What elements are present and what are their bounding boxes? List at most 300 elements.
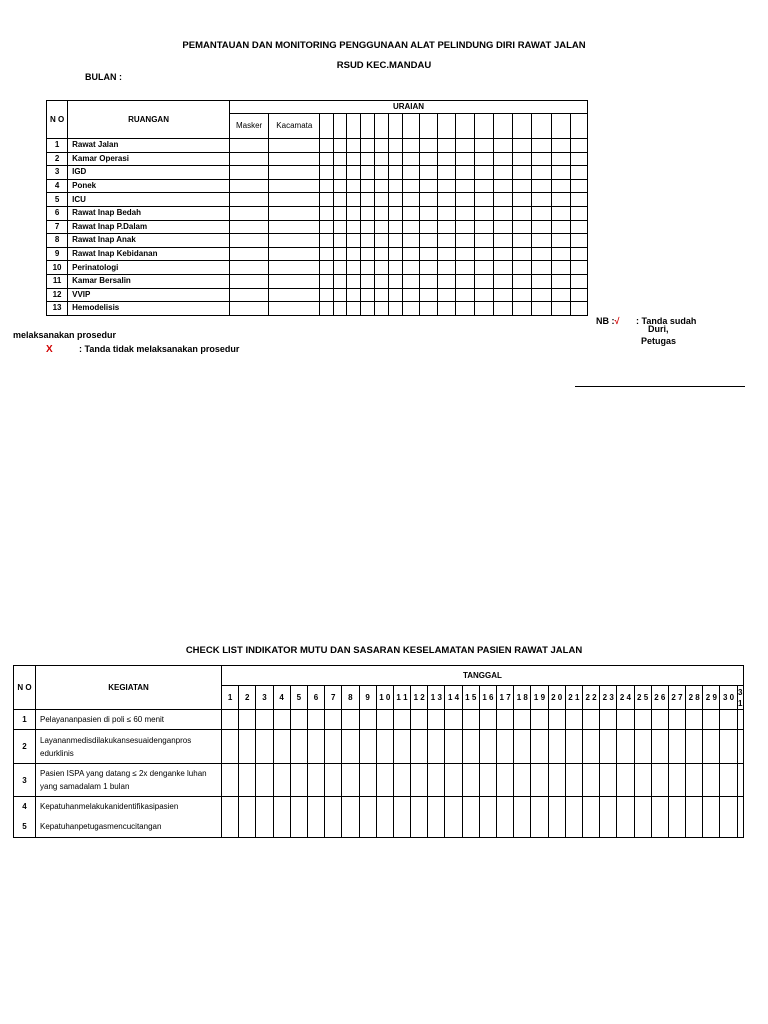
check-cell[interactable] (388, 220, 402, 234)
check-cell[interactable] (551, 152, 570, 166)
day-check-cell[interactable] (462, 710, 479, 730)
check-cell[interactable] (374, 247, 388, 261)
check-cell[interactable] (570, 206, 587, 220)
check-cell[interactable] (388, 152, 402, 166)
check-cell[interactable] (419, 166, 437, 180)
check-cell[interactable] (456, 274, 475, 288)
day-check-cell[interactable] (393, 730, 410, 764)
check-cell[interactable] (320, 247, 333, 261)
day-check-cell[interactable] (462, 764, 479, 797)
check-cell[interactable] (532, 261, 551, 275)
day-check-cell[interactable] (668, 797, 685, 838)
day-check-cell[interactable] (737, 730, 743, 764)
check-cell[interactable] (374, 193, 388, 207)
check-cell[interactable] (269, 206, 320, 220)
check-cell[interactable] (360, 274, 374, 288)
check-cell[interactable] (333, 220, 346, 234)
day-check-cell[interactable] (686, 764, 703, 797)
check-cell[interactable] (532, 288, 551, 302)
check-cell[interactable] (513, 261, 532, 275)
check-cell[interactable] (532, 247, 551, 261)
day-check-cell[interactable] (548, 710, 565, 730)
check-cell[interactable] (346, 166, 360, 180)
day-check-cell[interactable] (531, 797, 548, 838)
check-cell[interactable] (320, 152, 333, 166)
check-cell[interactable] (456, 179, 475, 193)
check-cell[interactable] (402, 261, 419, 275)
check-cell[interactable] (532, 152, 551, 166)
day-check-cell[interactable] (307, 764, 324, 797)
check-cell[interactable] (419, 139, 437, 153)
check-cell[interactable] (374, 302, 388, 316)
check-cell[interactable] (475, 193, 494, 207)
day-check-cell[interactable] (720, 797, 737, 838)
check-cell[interactable] (346, 274, 360, 288)
check-cell[interactable] (346, 261, 360, 275)
check-cell[interactable] (346, 193, 360, 207)
check-cell[interactable] (419, 206, 437, 220)
check-cell[interactable] (360, 152, 374, 166)
check-cell[interactable] (513, 220, 532, 234)
day-check-cell[interactable] (256, 730, 273, 764)
check-cell[interactable] (456, 139, 475, 153)
check-cell[interactable] (513, 274, 532, 288)
check-cell[interactable] (532, 274, 551, 288)
day-check-cell[interactable] (531, 730, 548, 764)
day-check-cell[interactable] (600, 710, 617, 730)
day-check-cell[interactable] (376, 797, 393, 838)
check-cell[interactable] (320, 206, 333, 220)
check-cell[interactable] (419, 234, 437, 248)
check-cell[interactable] (388, 193, 402, 207)
day-check-cell[interactable] (686, 730, 703, 764)
check-cell[interactable] (269, 193, 320, 207)
check-cell[interactable] (388, 179, 402, 193)
day-check-cell[interactable] (222, 710, 239, 730)
day-check-cell[interactable] (376, 764, 393, 797)
check-cell[interactable] (374, 274, 388, 288)
check-cell[interactable] (374, 220, 388, 234)
check-cell[interactable] (570, 261, 587, 275)
check-cell[interactable] (570, 302, 587, 316)
day-check-cell[interactable] (497, 730, 514, 764)
day-check-cell[interactable] (737, 710, 743, 730)
check-cell[interactable] (494, 274, 513, 288)
check-cell[interactable] (360, 288, 374, 302)
day-check-cell[interactable] (634, 764, 651, 797)
check-cell[interactable] (494, 179, 513, 193)
check-cell[interactable] (456, 152, 475, 166)
day-check-cell[interactable] (290, 764, 307, 797)
check-cell[interactable] (388, 288, 402, 302)
check-cell[interactable] (402, 288, 419, 302)
check-cell[interactable] (346, 234, 360, 248)
check-cell[interactable] (551, 179, 570, 193)
check-cell[interactable] (229, 234, 268, 248)
check-cell[interactable] (494, 193, 513, 207)
check-cell[interactable] (438, 166, 456, 180)
check-cell[interactable] (374, 152, 388, 166)
day-check-cell[interactable] (582, 710, 599, 730)
check-cell[interactable] (475, 139, 494, 153)
check-cell[interactable] (333, 261, 346, 275)
check-cell[interactable] (438, 152, 456, 166)
check-cell[interactable] (360, 166, 374, 180)
check-cell[interactable] (494, 220, 513, 234)
day-check-cell[interactable] (686, 797, 703, 838)
check-cell[interactable] (229, 247, 268, 261)
check-cell[interactable] (494, 139, 513, 153)
check-cell[interactable] (333, 288, 346, 302)
check-cell[interactable] (513, 166, 532, 180)
day-check-cell[interactable] (634, 797, 651, 838)
check-cell[interactable] (269, 152, 320, 166)
day-check-cell[interactable] (720, 710, 737, 730)
check-cell[interactable] (438, 234, 456, 248)
check-cell[interactable] (456, 302, 475, 316)
day-check-cell[interactable] (479, 764, 496, 797)
check-cell[interactable] (475, 234, 494, 248)
check-cell[interactable] (388, 247, 402, 261)
check-cell[interactable] (320, 220, 333, 234)
day-check-cell[interactable] (256, 710, 273, 730)
check-cell[interactable] (438, 247, 456, 261)
check-cell[interactable] (513, 193, 532, 207)
check-cell[interactable] (532, 234, 551, 248)
day-check-cell[interactable] (668, 710, 685, 730)
check-cell[interactable] (360, 220, 374, 234)
check-cell[interactable] (346, 247, 360, 261)
day-check-cell[interactable] (514, 710, 531, 730)
check-cell[interactable] (438, 193, 456, 207)
day-check-cell[interactable] (290, 797, 307, 838)
check-cell[interactable] (374, 288, 388, 302)
day-check-cell[interactable] (359, 764, 376, 797)
day-check-cell[interactable] (428, 797, 445, 838)
check-cell[interactable] (360, 139, 374, 153)
check-cell[interactable] (269, 247, 320, 261)
day-check-cell[interactable] (411, 730, 428, 764)
check-cell[interactable] (456, 220, 475, 234)
day-check-cell[interactable] (290, 710, 307, 730)
day-check-cell[interactable] (307, 710, 324, 730)
check-cell[interactable] (333, 247, 346, 261)
day-check-cell[interactable] (651, 710, 668, 730)
check-cell[interactable] (333, 206, 346, 220)
check-cell[interactable] (494, 166, 513, 180)
check-cell[interactable] (269, 261, 320, 275)
check-cell[interactable] (374, 139, 388, 153)
check-cell[interactable] (402, 247, 419, 261)
check-cell[interactable] (388, 139, 402, 153)
check-cell[interactable] (494, 247, 513, 261)
day-check-cell[interactable] (617, 764, 634, 797)
day-check-cell[interactable] (393, 764, 410, 797)
check-cell[interactable] (229, 206, 268, 220)
day-check-cell[interactable] (565, 730, 582, 764)
day-check-cell[interactable] (256, 797, 273, 838)
check-cell[interactable] (513, 247, 532, 261)
day-check-cell[interactable] (325, 797, 342, 838)
day-check-cell[interactable] (548, 764, 565, 797)
check-cell[interactable] (229, 139, 268, 153)
day-check-cell[interactable] (239, 730, 256, 764)
check-cell[interactable] (269, 234, 320, 248)
check-cell[interactable] (494, 302, 513, 316)
day-check-cell[interactable] (462, 797, 479, 838)
check-cell[interactable] (475, 166, 494, 180)
check-cell[interactable] (456, 193, 475, 207)
check-cell[interactable] (494, 261, 513, 275)
day-check-cell[interactable] (273, 797, 290, 838)
check-cell[interactable] (374, 179, 388, 193)
day-check-cell[interactable] (548, 797, 565, 838)
check-cell[interactable] (419, 288, 437, 302)
check-cell[interactable] (388, 302, 402, 316)
day-check-cell[interactable] (222, 730, 239, 764)
check-cell[interactable] (570, 220, 587, 234)
check-cell[interactable] (333, 234, 346, 248)
day-check-cell[interactable] (531, 710, 548, 730)
day-check-cell[interactable] (651, 730, 668, 764)
check-cell[interactable] (229, 274, 268, 288)
check-cell[interactable] (475, 152, 494, 166)
check-cell[interactable] (360, 179, 374, 193)
check-cell[interactable] (513, 206, 532, 220)
check-cell[interactable] (551, 193, 570, 207)
check-cell[interactable] (402, 152, 419, 166)
check-cell[interactable] (475, 247, 494, 261)
day-check-cell[interactable] (531, 764, 548, 797)
day-check-cell[interactable] (428, 730, 445, 764)
check-cell[interactable] (570, 179, 587, 193)
check-cell[interactable] (388, 261, 402, 275)
day-check-cell[interactable] (290, 730, 307, 764)
check-cell[interactable] (532, 206, 551, 220)
check-cell[interactable] (570, 234, 587, 248)
check-cell[interactable] (456, 288, 475, 302)
check-cell[interactable] (229, 261, 268, 275)
check-cell[interactable] (456, 261, 475, 275)
check-cell[interactable] (320, 179, 333, 193)
check-cell[interactable] (570, 247, 587, 261)
check-cell[interactable] (346, 139, 360, 153)
check-cell[interactable] (513, 288, 532, 302)
check-cell[interactable] (438, 220, 456, 234)
check-cell[interactable] (456, 166, 475, 180)
day-check-cell[interactable] (600, 797, 617, 838)
check-cell[interactable] (551, 166, 570, 180)
check-cell[interactable] (570, 288, 587, 302)
day-check-cell[interactable] (600, 764, 617, 797)
check-cell[interactable] (532, 139, 551, 153)
check-cell[interactable] (346, 179, 360, 193)
check-cell[interactable] (402, 302, 419, 316)
check-cell[interactable] (438, 206, 456, 220)
day-check-cell[interactable] (273, 730, 290, 764)
day-check-cell[interactable] (222, 797, 239, 838)
day-check-cell[interactable] (325, 764, 342, 797)
check-cell[interactable] (419, 302, 437, 316)
day-check-cell[interactable] (428, 710, 445, 730)
check-cell[interactable] (333, 179, 346, 193)
check-cell[interactable] (419, 152, 437, 166)
check-cell[interactable] (402, 274, 419, 288)
day-check-cell[interactable] (411, 797, 428, 838)
day-check-cell[interactable] (239, 764, 256, 797)
day-check-cell[interactable] (582, 797, 599, 838)
day-check-cell[interactable] (273, 764, 290, 797)
check-cell[interactable] (360, 247, 374, 261)
check-cell[interactable] (346, 288, 360, 302)
day-check-cell[interactable] (445, 710, 462, 730)
check-cell[interactable] (320, 234, 333, 248)
check-cell[interactable] (551, 234, 570, 248)
check-cell[interactable] (229, 179, 268, 193)
day-check-cell[interactable] (565, 764, 582, 797)
day-check-cell[interactable] (737, 797, 743, 838)
check-cell[interactable] (551, 302, 570, 316)
check-cell[interactable] (269, 220, 320, 234)
check-cell[interactable] (551, 274, 570, 288)
check-cell[interactable] (229, 166, 268, 180)
check-cell[interactable] (402, 179, 419, 193)
check-cell[interactable] (419, 261, 437, 275)
check-cell[interactable] (388, 206, 402, 220)
check-cell[interactable] (551, 261, 570, 275)
check-cell[interactable] (532, 220, 551, 234)
day-check-cell[interactable] (617, 797, 634, 838)
day-check-cell[interactable] (634, 730, 651, 764)
day-check-cell[interactable] (497, 764, 514, 797)
check-cell[interactable] (570, 152, 587, 166)
check-cell[interactable] (269, 274, 320, 288)
check-cell[interactable] (333, 166, 346, 180)
day-check-cell[interactable] (462, 730, 479, 764)
check-cell[interactable] (419, 220, 437, 234)
day-check-cell[interactable] (668, 764, 685, 797)
check-cell[interactable] (402, 206, 419, 220)
day-check-cell[interactable] (428, 764, 445, 797)
check-cell[interactable] (438, 302, 456, 316)
check-cell[interactable] (333, 274, 346, 288)
check-cell[interactable] (346, 152, 360, 166)
check-cell[interactable] (388, 234, 402, 248)
check-cell[interactable] (374, 206, 388, 220)
day-check-cell[interactable] (325, 730, 342, 764)
check-cell[interactable] (320, 288, 333, 302)
check-cell[interactable] (570, 274, 587, 288)
day-check-cell[interactable] (497, 710, 514, 730)
check-cell[interactable] (360, 261, 374, 275)
check-cell[interactable] (475, 288, 494, 302)
day-check-cell[interactable] (565, 797, 582, 838)
check-cell[interactable] (513, 179, 532, 193)
check-cell[interactable] (513, 302, 532, 316)
check-cell[interactable] (438, 179, 456, 193)
day-check-cell[interactable] (376, 710, 393, 730)
check-cell[interactable] (532, 302, 551, 316)
check-cell[interactable] (570, 193, 587, 207)
check-cell[interactable] (402, 220, 419, 234)
day-check-cell[interactable] (720, 764, 737, 797)
day-check-cell[interactable] (273, 710, 290, 730)
check-cell[interactable] (333, 152, 346, 166)
day-check-cell[interactable] (479, 730, 496, 764)
day-check-cell[interactable] (651, 797, 668, 838)
day-check-cell[interactable] (651, 764, 668, 797)
check-cell[interactable] (402, 166, 419, 180)
day-check-cell[interactable] (393, 797, 410, 838)
check-cell[interactable] (229, 220, 268, 234)
check-cell[interactable] (494, 152, 513, 166)
check-cell[interactable] (475, 179, 494, 193)
day-check-cell[interactable] (514, 764, 531, 797)
check-cell[interactable] (269, 166, 320, 180)
day-check-cell[interactable] (497, 797, 514, 838)
check-cell[interactable] (551, 288, 570, 302)
check-cell[interactable] (333, 193, 346, 207)
day-check-cell[interactable] (393, 710, 410, 730)
check-cell[interactable] (494, 234, 513, 248)
day-check-cell[interactable] (686, 710, 703, 730)
check-cell[interactable] (532, 179, 551, 193)
check-cell[interactable] (333, 139, 346, 153)
day-check-cell[interactable] (411, 764, 428, 797)
check-cell[interactable] (269, 302, 320, 316)
day-check-cell[interactable] (582, 764, 599, 797)
check-cell[interactable] (570, 166, 587, 180)
day-check-cell[interactable] (479, 797, 496, 838)
check-cell[interactable] (456, 234, 475, 248)
day-check-cell[interactable] (445, 797, 462, 838)
check-cell[interactable] (475, 206, 494, 220)
day-check-cell[interactable] (720, 730, 737, 764)
check-cell[interactable] (402, 234, 419, 248)
check-cell[interactable] (475, 220, 494, 234)
check-cell[interactable] (346, 220, 360, 234)
day-check-cell[interactable] (445, 730, 462, 764)
check-cell[interactable] (229, 302, 268, 316)
check-cell[interactable] (269, 288, 320, 302)
check-cell[interactable] (374, 261, 388, 275)
day-check-cell[interactable] (617, 710, 634, 730)
day-check-cell[interactable] (514, 730, 531, 764)
check-cell[interactable] (360, 193, 374, 207)
check-cell[interactable] (419, 274, 437, 288)
check-cell[interactable] (346, 302, 360, 316)
day-check-cell[interactable] (359, 730, 376, 764)
day-check-cell[interactable] (600, 730, 617, 764)
check-cell[interactable] (402, 139, 419, 153)
day-check-cell[interactable] (256, 764, 273, 797)
check-cell[interactable] (388, 274, 402, 288)
day-check-cell[interactable] (239, 797, 256, 838)
check-cell[interactable] (360, 234, 374, 248)
day-check-cell[interactable] (376, 730, 393, 764)
day-check-cell[interactable] (548, 730, 565, 764)
day-check-cell[interactable] (703, 730, 720, 764)
check-cell[interactable] (419, 179, 437, 193)
check-cell[interactable] (229, 152, 268, 166)
day-check-cell[interactable] (617, 730, 634, 764)
check-cell[interactable] (475, 261, 494, 275)
day-check-cell[interactable] (307, 730, 324, 764)
day-check-cell[interactable] (582, 730, 599, 764)
check-cell[interactable] (570, 139, 587, 153)
check-cell[interactable] (402, 193, 419, 207)
check-cell[interactable] (320, 193, 333, 207)
